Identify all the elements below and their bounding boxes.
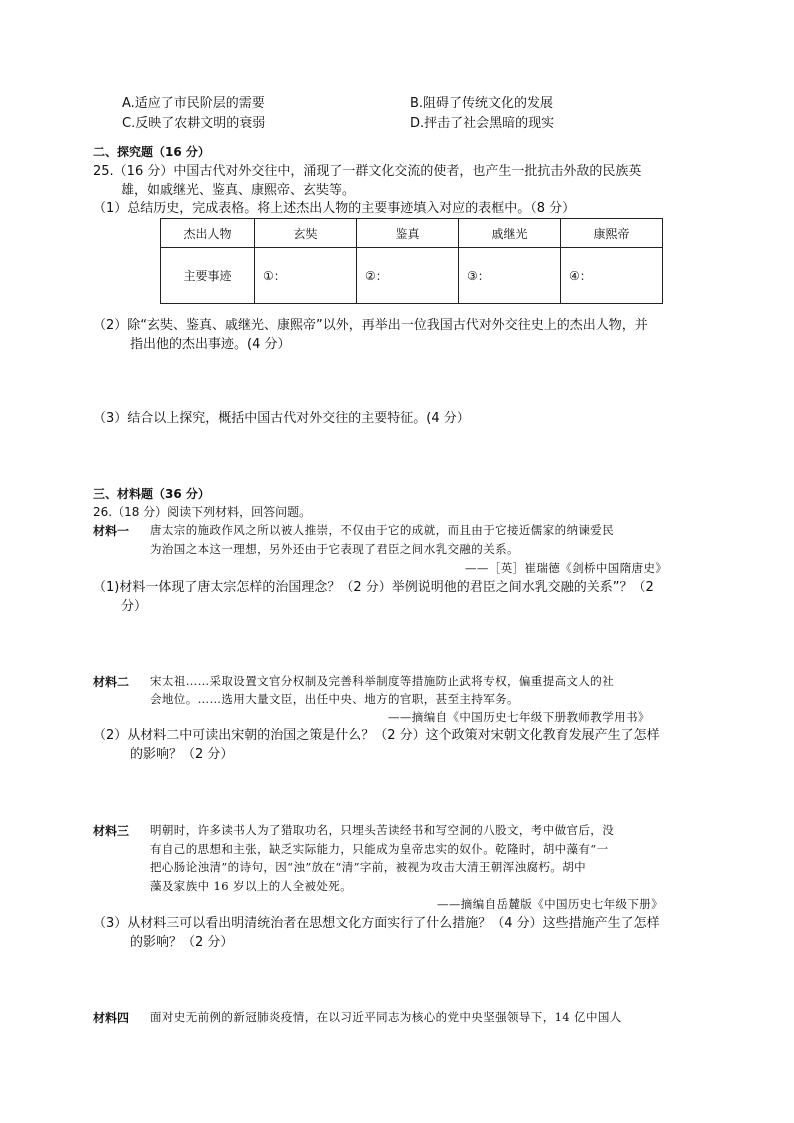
material1-label: 材料一	[93, 524, 130, 538]
header-xuanzang: 玄奘	[255, 219, 357, 248]
option-d: D.抨击了社会黑暗的现实	[410, 116, 555, 131]
q25-sub1: （1）总结历史，完成表格。将上述杰出人物的主要事迹填入对应的表框中。（8 分）	[93, 201, 576, 216]
material4-line1: 面对史无前例的新冠肺炎疫情，在以习近平同志为核心的党中央坚强领导下，14 亿中国人	[150, 1010, 622, 1024]
answer-cell-3[interactable]: ③：	[459, 248, 561, 304]
row-label-deeds: 主要事迹	[161, 248, 255, 304]
q26-3-line1: （3）从材料三可以看出明清统治者在思想文化方面实行了什么措施？（4 分）这些措施产生了怎样	[93, 916, 660, 931]
q26-intro: 26.（18 分）阅读下列材料，回答问题。	[93, 505, 312, 519]
option-a: A.适应了市民阶层的需要	[122, 96, 265, 111]
q26-2-line2: 的影响？（2 分）	[130, 747, 234, 762]
q25-line1: 25.（16 分）中国古代对外交往中，涌现了一群文化交流的使者，也产生一批抗击外敌的民族英	[93, 164, 642, 179]
material3-line1: 明朝时，许多读书人为了猎取功名，只埋头苦读经书和写空洞的八股文，考中做官后，没	[150, 823, 615, 837]
option-b: B.阻碍了传统文化的发展	[410, 96, 554, 111]
section2-title: 二、探究题（16 分）	[93, 145, 210, 159]
material3-line4: 藻及家族中 16 岁以上的人全被处死。	[150, 879, 353, 893]
header-qijiguang: 戚继光	[459, 219, 561, 248]
q25-sub2-line2: 指出他的杰出事迹。(4 分）	[130, 337, 291, 352]
section3-title: 三、材料题（36 分）	[93, 487, 210, 501]
q26-1-line1: （1)材料一体现了唐太宗怎样的治国理念？（2 分）举例说明他的君臣之间水乳交融的关系”？（2	[93, 580, 654, 595]
header-jianzhen: 鉴真	[357, 219, 459, 248]
material1-source: ——［英］崔瑞德《剑桥中国隋唐史》	[465, 561, 668, 575]
q25-line2: 雄，如戚继光、鉴真、康熙帝、玄奘等。	[121, 183, 356, 198]
q25-sub3: （3）结合以上探究，概括中国古代对外交往的主要特征。(4 分）	[93, 411, 470, 426]
answer-cell-4[interactable]: ④：	[561, 248, 663, 304]
answer-cell-2[interactable]: ②：	[357, 248, 459, 304]
table-header-row	[161, 219, 663, 248]
material3-line2: 有自己的思想和主张，缺乏实际能力，只能成为皇帝忠实的奴仆。乾隆时，胡中藻有“一	[150, 842, 609, 856]
table-deeds-row	[161, 248, 663, 304]
material2-source: ——摘编自《中国历史七年级下册教师教学用书》	[388, 710, 650, 724]
material3-line3: 把心肠论浊清”的诗句，因“浊”放在“清”字前，被视为攻击大清王朝浑浊腐朽。胡中	[150, 860, 586, 874]
q26-1-line2: 分）	[121, 599, 148, 614]
material2-label: 材料二	[93, 675, 130, 689]
header-kangxi: 康熙帝	[561, 219, 663, 248]
q26-2-line1: （2）从材料二中可读出宋朝的治国之策是什么？（2 分）这个政策对宋朝文化教育发展产生了怎样	[93, 728, 660, 743]
material2-line1: 宋太祖……采取设置文官分权制及完善科举制度等措施防止武将专权，偏重提高文人的社	[150, 674, 615, 688]
option-c: C.反映了农耕文明的衰弱	[122, 116, 266, 131]
material2-line2: 会地位。……选用大量文臣，出任中央、地方的官职，甚至主持军务。	[150, 692, 519, 706]
q26-3-line2: 的影响？（2 分）	[130, 935, 234, 950]
material3-source: ——摘编自岳麓版《中国历史七年级下册》	[437, 897, 664, 911]
material1-line2: 为治国之本这一理想，另外还由于它表现了君臣之间水乳交融的关系。	[150, 542, 519, 556]
answer-cell-1[interactable]: ①：	[255, 248, 357, 304]
deeds-table	[160, 218, 663, 304]
header-figure: 杰出人物	[161, 219, 255, 248]
q25-sub2-line1: （2）除“玄奘、鉴真、戚继光、康熙帝”以外，再举出一位我国古代对外交往史上的杰出人物，并	[93, 318, 648, 333]
material4-label: 材料四	[93, 1011, 130, 1025]
material1-line1: 唐太宗的施政作风之所以被人推崇，不仅由于它的成就，而且由于它接近儒家的纳谏爱民	[150, 523, 615, 537]
material3-label: 材料三	[93, 824, 130, 838]
